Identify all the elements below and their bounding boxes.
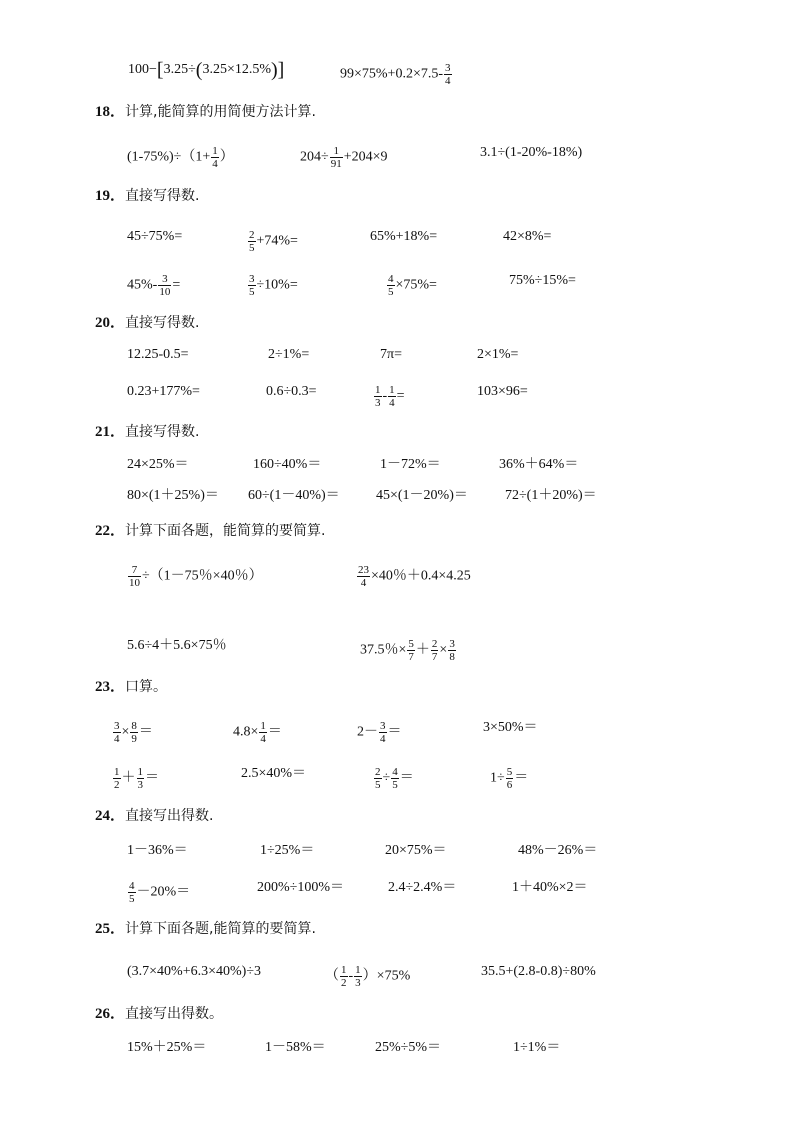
question-text: 直接写得数. xyxy=(125,315,200,331)
expr-part: ＝ xyxy=(387,724,402,740)
expr-part: ÷（1－75％×40％） xyxy=(142,568,263,584)
expr-part: －20%＝ xyxy=(136,884,191,900)
expr xyxy=(480,145,582,161)
expr xyxy=(247,273,298,298)
denominator: 3 xyxy=(375,397,381,409)
fraction xyxy=(113,720,121,745)
expr xyxy=(127,229,182,245)
numerator: 23 xyxy=(358,564,369,576)
expr-part: 200%÷100%＝ xyxy=(257,880,345,895)
expr-part: 42×8%= xyxy=(503,229,552,244)
fraction xyxy=(354,964,362,989)
denominator: 5 xyxy=(249,242,255,254)
numerator: 1 xyxy=(375,384,381,396)
expr-part: (1-75%)÷（1+ xyxy=(127,149,211,165)
fraction xyxy=(391,766,399,791)
expr-part: 24×25%＝ xyxy=(127,457,189,472)
denominator: 2 xyxy=(341,977,347,989)
expr-part: 37.5％× xyxy=(360,642,407,658)
denominator: 5 xyxy=(129,893,135,905)
expr xyxy=(268,347,309,363)
expr xyxy=(127,384,200,400)
question-heading xyxy=(95,1005,223,1023)
expr-part: 103×96= xyxy=(477,384,528,399)
expr-part: 4.8× xyxy=(233,724,259,740)
fraction xyxy=(158,273,171,298)
question-text: 计算下面各题,能简算的要简算. xyxy=(125,921,316,937)
expr-part: 2.5×40%＝ xyxy=(241,766,307,781)
numerator: 2 xyxy=(249,229,255,241)
fraction xyxy=(248,229,256,254)
numerator: 1 xyxy=(114,766,120,778)
expr-part: 20×75%＝ xyxy=(385,843,447,858)
expr-part: ×40％＋0.4×4.25 xyxy=(371,568,471,584)
numerator: 2 xyxy=(431,638,438,650)
expr-part: 75%÷15%= xyxy=(509,273,576,288)
expr-part: 99×75%+0.2×7.5- xyxy=(340,66,444,82)
numerator: 5 xyxy=(506,766,513,778)
denominator: 4 xyxy=(260,733,266,745)
denominator: 8 xyxy=(449,651,455,663)
denominator: 5 xyxy=(388,286,394,298)
expr xyxy=(376,488,468,504)
expr xyxy=(127,1040,206,1056)
expr xyxy=(233,720,282,745)
fraction xyxy=(340,964,348,989)
fraction xyxy=(506,766,514,791)
denominator: 4 xyxy=(389,397,395,409)
expr-part: 160÷40%＝ xyxy=(253,457,322,472)
expr-part: ＝ xyxy=(145,770,159,786)
expr-part: 204÷ xyxy=(300,149,329,165)
expr xyxy=(477,384,528,400)
denominator: 4 xyxy=(360,577,367,589)
fraction xyxy=(128,880,136,905)
expr-part: ÷10%= xyxy=(256,277,298,293)
expr xyxy=(388,880,456,896)
question-heading xyxy=(95,314,199,332)
denominator: 5 xyxy=(375,779,381,791)
numerator: 1 xyxy=(355,964,361,976)
denominator: 10 xyxy=(129,577,140,589)
expr xyxy=(247,229,298,254)
numerator: 1 xyxy=(330,145,343,158)
fraction xyxy=(128,564,141,589)
numerator: 3 xyxy=(158,273,171,286)
expr xyxy=(505,488,597,504)
denominator: 9 xyxy=(131,733,137,745)
expr-part: × xyxy=(439,642,448,658)
question-text: 直接写得数. xyxy=(125,424,200,440)
expr-part: （ xyxy=(325,968,339,984)
numerator: 4 xyxy=(388,273,394,285)
numerator: 7 xyxy=(128,564,141,577)
expr xyxy=(127,145,234,170)
expr xyxy=(260,843,314,859)
denominator: 91 xyxy=(330,158,342,170)
denominator: 7 xyxy=(431,651,438,663)
expr xyxy=(127,488,219,504)
expr xyxy=(373,766,414,791)
expr xyxy=(265,1040,326,1056)
numerator: 3 xyxy=(114,720,120,732)
expr-part: ＝ xyxy=(514,770,529,786)
expr xyxy=(385,843,447,859)
expr xyxy=(370,229,437,245)
expr xyxy=(127,273,180,298)
expr-part: ＝ xyxy=(138,724,153,740)
question-heading xyxy=(95,187,199,205)
expr xyxy=(253,457,321,473)
fraction xyxy=(357,564,370,589)
expr-part: × xyxy=(121,724,130,740)
denominator: 3 xyxy=(355,977,361,989)
question-number: 25． xyxy=(95,921,126,937)
fraction xyxy=(248,273,256,298)
expr-part: 2÷1%= xyxy=(268,347,310,362)
expr xyxy=(513,1040,560,1056)
question-number: 23． xyxy=(95,679,126,695)
expr-part: ÷ xyxy=(382,770,391,786)
expr xyxy=(380,347,402,363)
numerator: 1 xyxy=(212,145,218,157)
question-number: 18． xyxy=(95,104,126,120)
question-number: 20． xyxy=(95,315,126,331)
numerator: 3 xyxy=(249,273,255,285)
expr xyxy=(503,229,551,245)
top-expr-a xyxy=(128,59,285,81)
expr-part: +204×9 xyxy=(343,149,388,165)
expr-part: ）×75% xyxy=(362,968,411,984)
expr-part: 80×(1＋25%)＝ xyxy=(127,488,219,503)
expr-part: = xyxy=(396,388,405,404)
numerator: 4 xyxy=(392,766,398,778)
expr-part: ） xyxy=(219,149,234,165)
expr-part: 1－36%＝ xyxy=(127,843,188,858)
expr-part: 60÷(1－40%)＝ xyxy=(248,488,340,503)
expr xyxy=(490,766,528,791)
denominator: 5 xyxy=(249,286,255,298)
expr-part: 3.25×12.5% xyxy=(202,62,271,78)
expr xyxy=(357,720,402,745)
numerator: 3 xyxy=(380,720,386,732)
expr-part: 0.23+177%= xyxy=(127,384,200,399)
fraction xyxy=(407,638,415,663)
fraction xyxy=(448,638,456,663)
expr xyxy=(241,766,306,782)
numerator: 5 xyxy=(408,638,414,650)
fraction xyxy=(211,145,219,170)
expr xyxy=(127,964,261,980)
bracket: ] xyxy=(277,59,285,81)
expr-part: 1－58%＝ xyxy=(265,1040,326,1055)
expr xyxy=(509,273,576,289)
question-heading xyxy=(95,678,167,696)
numerator: 1 xyxy=(137,766,143,778)
expr xyxy=(257,880,344,896)
expr-part: ＋ xyxy=(121,770,136,786)
expr-part: 2×1%= xyxy=(477,347,519,362)
expr-part: 35.5+(2.8-0.8)÷80% xyxy=(481,964,596,979)
numerator: 1 xyxy=(260,720,266,732)
paren: ( xyxy=(195,59,203,81)
fraction xyxy=(137,766,145,791)
expr xyxy=(375,1040,441,1056)
expr-part: 3×50%＝ xyxy=(483,720,538,735)
expr-part: 65%+18%= xyxy=(370,229,438,244)
expr-part: 15%＋25%＝ xyxy=(127,1040,207,1055)
expr xyxy=(127,564,263,589)
expr-part: 5.6÷4＋5.6×75％ xyxy=(127,638,227,653)
expr-part: 25%÷5%＝ xyxy=(375,1040,442,1055)
question-text: 口算。 xyxy=(125,679,168,695)
expr xyxy=(481,964,596,980)
fraction xyxy=(113,766,121,791)
fraction xyxy=(444,62,452,87)
question-text: 直接写出得数. xyxy=(125,808,214,824)
fraction xyxy=(259,720,267,745)
expr-part: 45÷75%= xyxy=(127,229,183,244)
expr-part: ＋ xyxy=(415,642,430,658)
expr-part: 0.6÷0.3= xyxy=(266,384,317,399)
expr-part: ＝ xyxy=(267,724,282,740)
denominator: 4 xyxy=(212,158,218,170)
question-text: 直接写得数. xyxy=(125,188,200,204)
top-expr-b xyxy=(340,62,453,87)
expr-part: 1－72%＝ xyxy=(380,457,441,472)
question-text: 直接写出得数。 xyxy=(125,1006,224,1022)
expr-part: 100− xyxy=(128,62,157,78)
expr-part: 72÷(1＋20%)＝ xyxy=(505,488,597,503)
denominator: 7 xyxy=(408,651,414,663)
expr xyxy=(512,880,588,896)
denominator: 6 xyxy=(506,779,513,791)
fraction xyxy=(330,145,343,170)
expr-part: 45×(1－20%)＝ xyxy=(376,488,468,503)
expr-part: 1÷ xyxy=(490,770,505,786)
bracket: [ xyxy=(156,59,164,81)
expr-part: 2－ xyxy=(357,724,378,740)
expr-part: 1＋40%×2＝ xyxy=(512,880,588,895)
denominator: 4 xyxy=(445,75,451,87)
fraction xyxy=(130,720,138,745)
expr xyxy=(127,638,227,654)
expr xyxy=(127,347,189,363)
expr xyxy=(386,273,437,298)
expr-part: 1÷1%＝ xyxy=(513,1040,561,1055)
expr-part: ×75%= xyxy=(395,277,437,293)
question-text: 计算下面各题，能简算的要简算. xyxy=(125,523,326,539)
numerator: 2 xyxy=(375,766,381,778)
expr xyxy=(499,457,578,473)
expr xyxy=(127,843,188,859)
expr-part: - xyxy=(348,968,354,984)
fraction xyxy=(387,273,395,298)
expr xyxy=(127,880,190,905)
expr xyxy=(373,384,405,409)
numerator: 1 xyxy=(341,964,347,976)
expr-part: (3.7×40%+6.3×40%)÷3 xyxy=(127,964,262,979)
expr xyxy=(266,384,317,400)
numerator: 3 xyxy=(445,62,451,74)
denominator: 4 xyxy=(114,733,120,745)
expr-part: 1÷25%＝ xyxy=(260,843,315,858)
expr xyxy=(483,720,538,736)
expr xyxy=(477,347,518,363)
expr-part: 2.4÷2.4%＝ xyxy=(388,880,457,895)
question-number: 22． xyxy=(95,523,126,539)
expr xyxy=(356,564,471,589)
denominator: 10 xyxy=(159,286,171,298)
denominator: 5 xyxy=(392,779,398,791)
question-number: 26． xyxy=(95,1006,126,1022)
numerator: 1 xyxy=(389,384,395,396)
expr-part: 36%＋64%＝ xyxy=(499,457,579,472)
question-heading xyxy=(95,423,199,441)
question-number: 21． xyxy=(95,424,126,440)
expr xyxy=(300,145,387,170)
numerator: 3 xyxy=(449,638,455,650)
denominator: 2 xyxy=(114,779,120,791)
expr xyxy=(380,457,441,473)
expr xyxy=(518,843,597,859)
question-heading xyxy=(95,807,213,825)
denominator: 4 xyxy=(380,733,386,745)
fraction xyxy=(379,720,387,745)
question-number: 19． xyxy=(95,188,126,204)
expr-part: 48%－26%＝ xyxy=(518,843,598,858)
expr xyxy=(248,488,340,504)
expr-part: - xyxy=(382,388,388,404)
fraction xyxy=(374,384,382,409)
expr-part: = xyxy=(172,277,181,293)
question-heading xyxy=(95,920,316,938)
expr-part: ＝ xyxy=(399,770,414,786)
expr xyxy=(127,457,189,473)
numerator: 8 xyxy=(131,720,137,732)
question-text: 计算,能简算的用简便方法计算. xyxy=(125,104,316,120)
question-heading xyxy=(95,522,325,540)
expr-part: +74%= xyxy=(256,233,298,249)
fraction xyxy=(374,766,382,791)
question-heading xyxy=(95,103,316,121)
expr xyxy=(112,766,159,791)
expr-part: 3.1÷(1-20%-18%) xyxy=(480,145,583,160)
expr-part: 3.25÷ xyxy=(163,62,196,78)
expr xyxy=(325,964,410,989)
paren: ) xyxy=(271,59,278,81)
fraction xyxy=(431,638,439,663)
numerator: 4 xyxy=(129,880,135,892)
expr xyxy=(112,720,153,745)
fraction xyxy=(388,384,396,409)
expr-part: 45%- xyxy=(127,277,158,293)
expr-part: 7π= xyxy=(380,347,402,362)
denominator: 3 xyxy=(137,779,143,791)
question-number: 24． xyxy=(95,808,126,824)
expr xyxy=(360,638,457,663)
expr-part: 12.25-0.5= xyxy=(127,347,189,362)
